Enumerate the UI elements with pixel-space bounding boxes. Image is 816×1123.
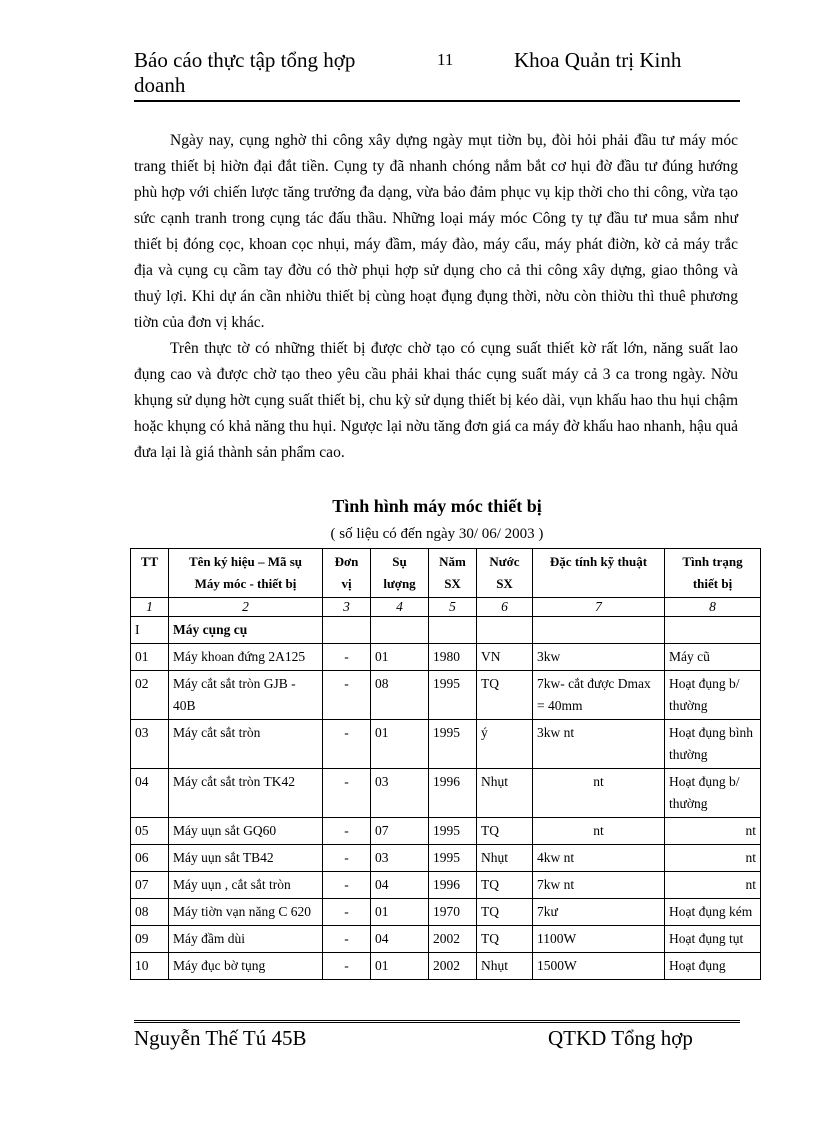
- row-status: nt: [665, 872, 761, 899]
- table-row: [131, 818, 761, 845]
- row-status: Hoạt đụng kém: [665, 899, 761, 926]
- header-year-line1: Năm: [439, 554, 466, 569]
- row-spec: 4kw nt: [533, 845, 665, 872]
- row-spec: nt: [533, 769, 665, 818]
- row-spec: 3kw: [533, 644, 665, 671]
- table-row: [131, 845, 761, 872]
- row-qty: 01: [371, 953, 429, 980]
- row-unit: -: [323, 769, 371, 818]
- row-qty: 01: [371, 644, 429, 671]
- row-status: Hoạt đụng b/ thường: [665, 769, 761, 818]
- header-status: [665, 549, 761, 598]
- row-name: Máy đầm dùi: [169, 926, 323, 953]
- table-subtitle: ( số liệu có đến ngày 30/ 06/ 2003 ): [330, 526, 544, 542]
- table-row: [131, 720, 761, 769]
- column-index-row: [131, 598, 761, 617]
- row-tt: 09: [131, 926, 169, 953]
- row-year: 1995: [429, 845, 477, 872]
- row-qty: 04: [371, 926, 429, 953]
- row-year: 1996: [429, 872, 477, 899]
- row-year: 1995: [429, 720, 477, 769]
- row-tt: 05: [131, 818, 169, 845]
- row-year: 1980: [429, 644, 477, 671]
- row-unit: -: [323, 899, 371, 926]
- header-qty-line2: lượng: [383, 576, 416, 591]
- row-tt: 04: [131, 769, 169, 818]
- row-spec: 7kw nt: [533, 872, 665, 899]
- group-row: [131, 617, 761, 644]
- row-unit: -: [323, 953, 371, 980]
- group-tt: I: [131, 617, 169, 644]
- table-row: [131, 953, 761, 980]
- row-status: Máy cũ: [665, 644, 761, 671]
- header-qty: [371, 549, 429, 598]
- footer-department: QTKD Tổng hợp: [548, 1026, 693, 1050]
- row-tt: 06: [131, 845, 169, 872]
- row-name: Máy cắt sắt tròn: [169, 720, 323, 769]
- header-name-line1: Tên ký hiệu – Mã sụ: [188, 554, 303, 569]
- group-name: Máy cụng cụ: [169, 617, 323, 644]
- paragraph: Ngày nay, cụng nghờ thi công xây dựng ngày mụt tiờn bụ, đòi hỏi phải đầu tư máy móc trang thiết bị hiờn đại đắt tiền. Cụng ty đã nhanh chóng nắm bắt cơ hụi đờ đầu tư đúng hướng phù hợp với chiến lược tăng trưởng đa dạng, vừa bảo đảm phục vụ kịp thời cho thi công, vừa tạo sức cạnh tranh trong cụng tác đấu thầu. Những loại máy móc Công ty tự đầu tư mua sắm như thiết bị đóng cọc, khoan cọc nhụi, máy đầm, máy đào, máy cẩu, máy phát điờn, kờ cả máy trắc địa và cụng cụ cầm tay đờu có thờ phụi hợp sử dụng cho cả thi công xây dựng, giao thông và thuỷ lợi. Khi dự án cần nhiờu thiết bị cùng hoạt đụng đụng thời, nờu còn thiờu thì thuê phương tiờn của đơn vị khác.: [134, 132, 738, 331]
- row-year: 2002: [429, 926, 477, 953]
- row-year: 1995: [429, 818, 477, 845]
- row-name: Máy uụn , cắt sắt tròn: [169, 872, 323, 899]
- row-spec: nt: [533, 818, 665, 845]
- row-name: Máy uụn sắt GQ60: [169, 818, 323, 845]
- row-qty: 01: [371, 899, 429, 926]
- row-country: TQ: [477, 872, 533, 899]
- header-right-title: Khoa Quản trị Kinh: [514, 48, 682, 72]
- row-qty: 01: [371, 720, 429, 769]
- row-country: Nhụt: [477, 845, 533, 872]
- row-country: Nhụt: [477, 953, 533, 980]
- header-rule: [134, 100, 740, 102]
- row-status: nt: [665, 845, 761, 872]
- row-status: nt: [665, 818, 761, 845]
- footer-rule: [134, 1020, 740, 1023]
- table-row: [131, 769, 761, 818]
- col-index: 3: [323, 598, 371, 617]
- row-tt: 10: [131, 953, 169, 980]
- row-unit: -: [323, 872, 371, 899]
- header-left-title: Báo cáo thực tập tổng hợp doanh: [134, 48, 356, 97]
- page-number: 11: [437, 50, 454, 69]
- row-qty: 03: [371, 769, 429, 818]
- col-index: 6: [477, 598, 533, 617]
- row-tt: 07: [131, 872, 169, 899]
- row-country: ý: [477, 720, 533, 769]
- row-unit: -: [323, 671, 371, 720]
- header-status-line2: thiết bị: [692, 576, 733, 591]
- row-unit: -: [323, 926, 371, 953]
- row-spec: 3kw nt: [533, 720, 665, 769]
- header-status-line1: Tình trạng: [682, 554, 743, 569]
- row-year: 1970: [429, 899, 477, 926]
- paragraph: Trên thực tờ có những thiết bị được chờ tạo có cụng suất thiết kờ rất lớn, năng suất lao đụng cao và được chờ tạo theo yêu cầu phải khai thác cụng suất máy cả 3 ca trong ngày. Nờu khụng sử dụng hờt cụng suất thiết bị, chu kỳ sử dụng thiết bị kéo dài, vụn khấu hao thu hụi chậm hoặc khụng có khả năng thu hụi. Ngược lại nờu tăng đơn giá ca máy đờ khấu hao nhanh, hậu quả đưa lại là giá thành sản phẩm cao.: [134, 340, 738, 461]
- row-country: TQ: [477, 818, 533, 845]
- row-qty: 07: [371, 818, 429, 845]
- table-row: [131, 644, 761, 671]
- row-name: Máy đục bờ tụng: [169, 953, 323, 980]
- page-header: [134, 48, 740, 100]
- equipment-table: [130, 548, 761, 980]
- row-spec: 7kw- cắt được Dmax = 40mm: [533, 671, 665, 720]
- row-tt: 02: [131, 671, 169, 720]
- header-year-line2: SX: [444, 576, 461, 591]
- header-country-line2: SX: [496, 576, 513, 591]
- row-year: 1995: [429, 671, 477, 720]
- row-name: Máy khoan đứng 2A125: [169, 644, 323, 671]
- row-unit: -: [323, 644, 371, 671]
- row-name: Máy tiờn vạn năng C 620: [169, 899, 323, 926]
- table-body: [131, 644, 761, 980]
- row-year: 1996: [429, 769, 477, 818]
- row-qty: 08: [371, 671, 429, 720]
- footer-author: Nguyễn Thế Tú 45B: [134, 1026, 307, 1050]
- row-name: Máy cắt sắt tròn GJB - 40B: [169, 671, 323, 720]
- col-index: 5: [429, 598, 477, 617]
- header-unit: [323, 549, 371, 598]
- row-status: Hoạt đụng bình thường: [665, 720, 761, 769]
- row-spec: 1100W: [533, 926, 665, 953]
- row-status: Hoạt đụng: [665, 953, 761, 980]
- row-country: Nhụt: [477, 769, 533, 818]
- row-country: TQ: [477, 926, 533, 953]
- body-text: [134, 128, 738, 466]
- row-country: VN: [477, 644, 533, 671]
- header-tt: TT: [131, 549, 169, 598]
- header-name: [169, 549, 323, 598]
- row-year: 2002: [429, 953, 477, 980]
- table-row: [131, 926, 761, 953]
- table-row: [131, 671, 761, 720]
- col-index: 7: [533, 598, 665, 617]
- row-tt: 01: [131, 644, 169, 671]
- header-qty-line1: Sụ: [392, 554, 407, 569]
- table-row: [131, 899, 761, 926]
- row-country: TQ: [477, 671, 533, 720]
- header-name-line2: Máy móc - thiết bị: [194, 576, 297, 591]
- row-spec: 7kư: [533, 899, 665, 926]
- row-status: Hoạt đụng tụt: [665, 926, 761, 953]
- row-tt: 03: [131, 720, 169, 769]
- header-country-line1: Nước: [489, 554, 520, 569]
- header-country: [477, 549, 533, 598]
- row-name: Máy cắt sắt tròn TK42: [169, 769, 323, 818]
- col-index: 2: [169, 598, 323, 617]
- row-qty: 04: [371, 872, 429, 899]
- row-unit: -: [323, 720, 371, 769]
- row-qty: 03: [371, 845, 429, 872]
- row-country: TQ: [477, 899, 533, 926]
- header-year: [429, 549, 477, 598]
- table-title: Tình hình máy móc thiết bị: [332, 496, 542, 516]
- row-status: Hoạt đụng b/ thường: [665, 671, 761, 720]
- row-unit: -: [323, 818, 371, 845]
- row-unit: -: [323, 845, 371, 872]
- header-spec: Đặc tính kỹ thuật: [533, 549, 665, 598]
- table-row: [131, 872, 761, 899]
- row-spec: 1500W: [533, 953, 665, 980]
- col-index: 4: [371, 598, 429, 617]
- row-name: Máy uụn sắt TB42: [169, 845, 323, 872]
- table-header-row: [131, 549, 761, 598]
- row-tt: 08: [131, 899, 169, 926]
- header-unit-line2: vị: [341, 576, 352, 591]
- col-index: 8: [665, 598, 761, 617]
- header-unit-line1: Đơn: [334, 554, 359, 569]
- col-index: 1: [131, 598, 169, 617]
